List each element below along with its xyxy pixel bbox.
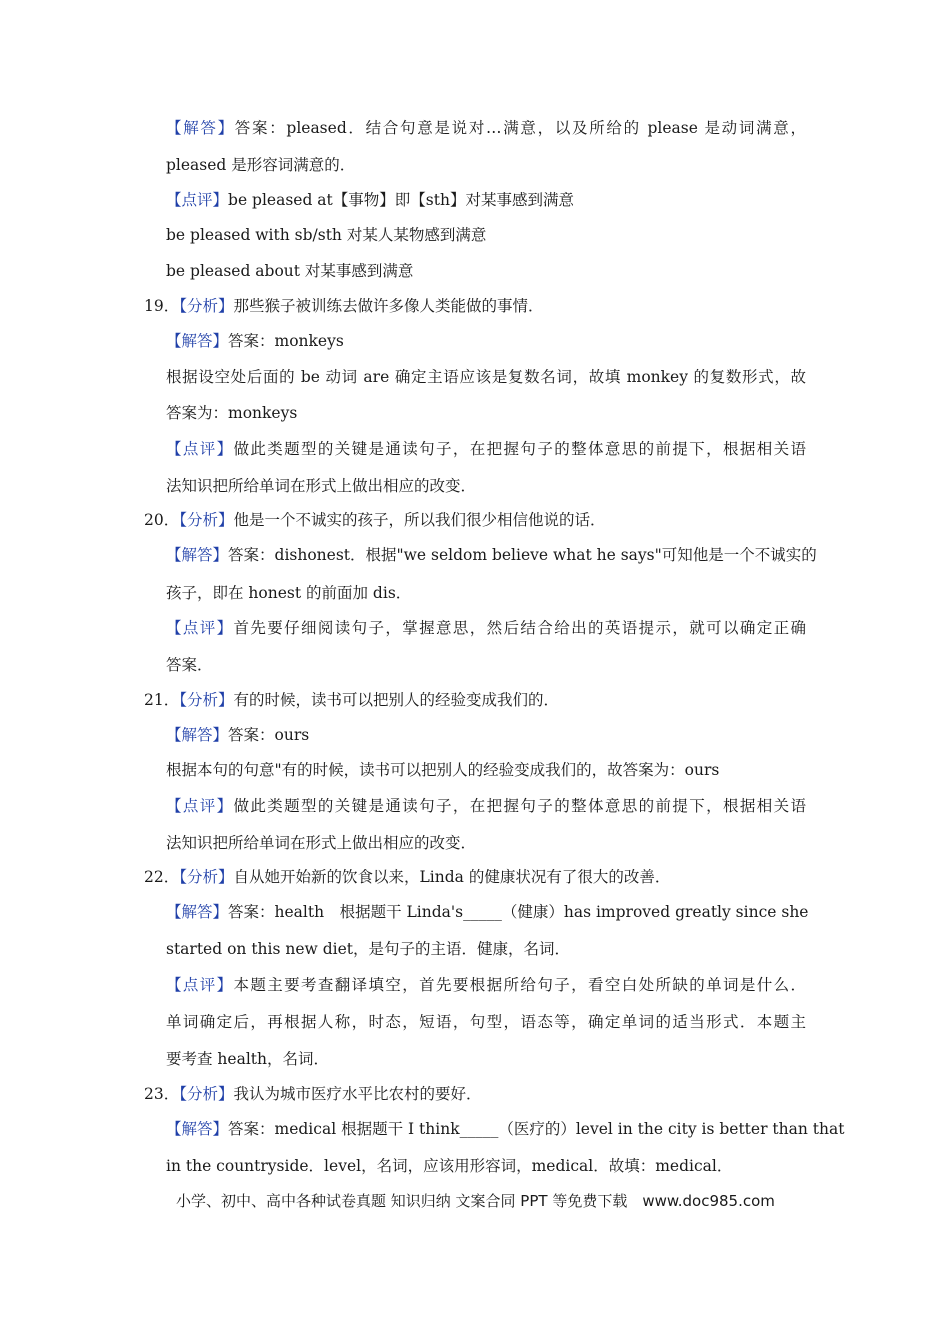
analysis-tag: 【分析】 — [179, 297, 234, 315]
answer-tag: 【解答】 — [166, 119, 235, 137]
q21-analysis-line — [144, 689, 559, 711]
analysis-tag: 【分析】 — [179, 1085, 234, 1103]
q22-answer-line — [166, 901, 809, 923]
q18-comment-cont-1: be pleased with sb/sth 对某人某物感到满意 — [166, 226, 487, 244]
q23-answer-line — [166, 1118, 845, 1140]
q19-analysis-text: 那些猴子被训练去做许多像人类能做的事情． — [233, 297, 544, 315]
q20-number: 20． — [144, 511, 180, 529]
answer-tag: 【解答】 — [166, 332, 229, 350]
analysis-tag: 【分析】 — [179, 691, 234, 709]
q19-answer-text: 答案：monkeys — [228, 332, 344, 350]
q22-answer-cont: started on this new diet，是句子的主语．健康，名词． — [166, 940, 571, 958]
answer-tag: 【解答】 — [166, 726, 229, 744]
q20-answer-line — [166, 544, 817, 566]
q21-explain: 根据本句的句意"有的时候，读书可以把别人的经验变成我们的，故答案为：ours — [166, 761, 720, 779]
comment-tag: 【点评】 — [166, 440, 234, 458]
q23-answer-cont: in the countryside．level，名词，应该用形容词，medical．故填：medical． — [166, 1157, 733, 1175]
q19-analysis-line — [144, 295, 544, 317]
q21-comment-line — [166, 795, 806, 817]
q18-comment-cont-2: be pleased about 对某事感到满意 — [166, 262, 414, 280]
q22-comment-text: 本题主要考查翻译填空，首先要根据所给句子，看空白处所缺的单词是什么． — [233, 976, 806, 994]
q18-answer-text: 答案：pleased．结合句意是说对…满意，以及所给的 please 是动词满意， — [234, 119, 806, 137]
q21-comment-cont: 法知识把所给单词在形式上做出相应的改变． — [166, 834, 477, 852]
comment-tag: 【点评】 — [166, 976, 234, 994]
comment-tag: 【点评】 — [166, 797, 234, 815]
q21-answer-line — [166, 724, 309, 746]
q19-answer-line — [166, 330, 344, 352]
q19-comment-cont: 法知识把所给单词在形式上做出相应的改变． — [166, 477, 477, 495]
page-footer: 小学、初中、高中各种试卷真题 知识归纳 文案合同 PPT 等免费下载 www.doc985.com — [176, 1192, 775, 1210]
q18-answer-line — [166, 117, 806, 139]
q20-analysis-line — [144, 509, 606, 531]
answer-tag: 【解答】 — [166, 903, 229, 921]
q18-comment-line — [166, 189, 574, 211]
comment-tag: 【点评】 — [166, 191, 229, 209]
q18-comment-text: be pleased at【事物】即【sth】对某事感到满意 — [228, 191, 574, 209]
q19-comment-line — [166, 438, 806, 460]
q21-number: 21． — [144, 691, 180, 709]
q20-comment-line — [166, 617, 806, 639]
q22-analysis-line — [144, 866, 670, 888]
q21-answer-text: 答案：ours — [228, 726, 310, 744]
q20-answer-cont: 孩子，即在 honest 的前面加 dis． — [166, 584, 412, 602]
q18-answer-cont: pleased 是形容词满意的． — [166, 156, 356, 174]
analysis-tag: 【分析】 — [179, 868, 234, 886]
analysis-tag: 【分析】 — [179, 511, 234, 529]
q23-analysis-line — [144, 1083, 482, 1105]
q22-number: 22． — [144, 868, 180, 886]
q19-explain-2: 答案为：monkeys — [166, 404, 298, 422]
q22-comment-cont-2: 要考查 health，名词． — [166, 1050, 329, 1068]
q19-explain-1: 根据设空处后面的 be 动词 are 确定主语应该是复数名词，故填 monkey 的复数形式，故 — [166, 368, 806, 386]
q21-analysis-text: 有的时候，读书可以把别人的经验变成我们的． — [233, 691, 560, 709]
q22-answer-text: 答案：health 根据题干 Linda's_____（健康）has improved greatly since she — [228, 903, 809, 921]
comment-tag: 【点评】 — [166, 619, 234, 637]
q20-answer-text: 答案：dishonest．根据"we seldom believe what he says"可知他是一个不诚实的 — [228, 546, 817, 564]
q23-number: 23． — [144, 1085, 180, 1103]
q22-comment-cont-1: 单词确定后，再根据人称，时态，短语，句型，语态等，确定单词的适当形式．本题主 — [166, 1013, 806, 1031]
answer-tag: 【解答】 — [166, 546, 229, 564]
q22-analysis-text: 自从她开始新的饮食以来，Linda 的健康状况有了很大的改善． — [233, 868, 671, 886]
q23-answer-text: 答案：medical 根据题干 I think_____（医疗的）level in the city is better than that — [228, 1120, 845, 1138]
q19-comment-text: 做此类题型的关键是通读句子，在把握句子的整体意思的前提下，根据相关语 — [233, 440, 806, 458]
answer-tag: 【解答】 — [166, 1120, 229, 1138]
q21-comment-text: 做此类题型的关键是通读句子，在把握句子的整体意思的前提下，根据相关语 — [233, 797, 806, 815]
q20-analysis-text: 他是一个不诚实的孩子，所以我们很少相信他说的话． — [233, 511, 606, 529]
q20-comment-cont: 答案． — [166, 656, 213, 674]
q23-analysis-text: 我认为城市医疗水平比农村的要好． — [233, 1085, 482, 1103]
q20-comment-text: 首先要仔细阅读句子，掌握意思，然后结合给出的英语提示，就可以确定正确 — [233, 619, 806, 637]
q22-comment-line — [166, 974, 806, 996]
q19-number: 19． — [144, 297, 180, 315]
